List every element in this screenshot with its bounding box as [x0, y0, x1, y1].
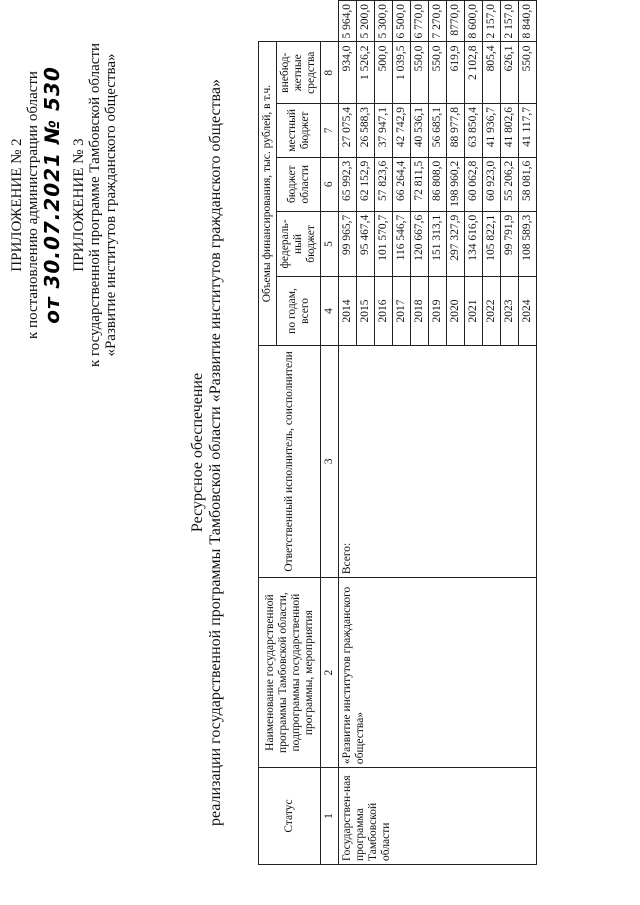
- federal-cell: 198 960,2: [447, 157, 465, 211]
- regional-cell: 37 947,1: [375, 103, 393, 157]
- col-number: 1: [321, 768, 339, 865]
- year-cell: 2017: [393, 277, 411, 345]
- header-regional: бюджет области: [277, 157, 321, 211]
- doc-title-line2: реализации государственной программы Тамбовской области «Развитие институтов гражданского общества»: [207, 79, 224, 827]
- year-cell: 2014: [339, 277, 357, 345]
- regional-cell: 56 685,1: [429, 103, 447, 157]
- year-cell: 2024: [519, 277, 537, 345]
- year-cell: 2021: [465, 277, 483, 345]
- header-name: Наименование государственной программы Тамбовской области, подпрограммы государственной программы, мероприятия: [259, 578, 321, 768]
- federal-cell: 55 206,2: [501, 157, 519, 211]
- col-number: 7: [321, 103, 339, 157]
- year-cell: 2022: [483, 277, 501, 345]
- header-volume: Объемы финансирования, тыс. рублей, в т.ч.: [259, 42, 277, 345]
- col-number: 4: [321, 277, 339, 345]
- extra-cell: 8 840,0: [519, 1, 537, 43]
- extra-cell: 7 270,0: [429, 1, 447, 43]
- appendix-3-heading: ПРИЛОЖЕНИЕ № 3: [71, 138, 87, 272]
- local-cell: 626,1: [501, 42, 519, 103]
- federal-cell: 65 992,3: [339, 157, 357, 211]
- local-cell: 550,0: [519, 42, 537, 103]
- regional-cell: 27 075,4: [339, 103, 357, 157]
- local-cell: 2 102,8: [465, 42, 483, 103]
- col-number: 3: [321, 345, 339, 577]
- regional-cell: 41 117,7: [519, 103, 537, 157]
- table-row: [339, 1, 357, 865]
- program-reference: к государственной программе Тамбовской области: [87, 42, 103, 368]
- status-cell: Государствен-ная программа Тамбовской области: [339, 768, 537, 865]
- local-cell: 550,0: [429, 42, 447, 103]
- extra-cell: 5 300,0: [375, 1, 393, 43]
- regional-cell: 88 977,8: [447, 103, 465, 157]
- extra-cell: 6 500,0: [393, 1, 411, 43]
- federal-cell: 57 823,6: [375, 157, 393, 211]
- federal-cell: 62 152,9: [357, 157, 375, 211]
- federal-cell: 66 264,4: [393, 157, 411, 211]
- local-cell: 1 039,5: [393, 42, 411, 103]
- local-cell: 550,0: [411, 42, 429, 103]
- col-number: 5: [321, 211, 339, 277]
- total-cell: 297 327,9: [447, 211, 465, 277]
- decree-reference: к постановлению администрации области: [25, 71, 41, 339]
- resource-table: [258, 0, 537, 865]
- year-cell: 2019: [429, 277, 447, 345]
- regional-cell: 40 536,1: [411, 103, 429, 157]
- extra-cell: 2 157,0: [483, 1, 501, 43]
- total-cell: 101 570,7: [375, 211, 393, 277]
- col-number: 8: [321, 42, 339, 103]
- extra-cell: 6 770,0: [411, 1, 429, 43]
- year-cell: 2015: [357, 277, 375, 345]
- responsible-cell: Всего:: [339, 345, 537, 577]
- regional-cell: 26 588,3: [357, 103, 375, 157]
- extra-cell: 5 964,0: [339, 1, 357, 43]
- regional-cell: 41 936,7: [483, 103, 501, 157]
- total-cell: 99 965,7: [339, 211, 357, 277]
- header-responsible: Ответственный исполнитель, соисполнители: [259, 345, 321, 577]
- header-status: Статус: [259, 768, 321, 865]
- col-number: 6: [321, 157, 339, 211]
- extra-cell: 5 200,0: [357, 1, 375, 43]
- column-number-row: [321, 1, 339, 865]
- total-cell: 134 616,0: [465, 211, 483, 277]
- federal-cell: 58 081,6: [519, 157, 537, 211]
- federal-cell: 60 062,8: [465, 157, 483, 211]
- federal-cell: 86 808,0: [429, 157, 447, 211]
- total-cell: 151 313,1: [429, 211, 447, 277]
- total-cell: 120 667,6: [411, 211, 429, 277]
- total-cell: 108 589,3: [519, 211, 537, 277]
- local-cell: 619,9: [447, 42, 465, 103]
- header-by-year: по годам, всего: [277, 277, 321, 345]
- year-cell: 2023: [501, 277, 519, 345]
- extra-cell: 2 157,0: [501, 1, 519, 43]
- program-name: «Развитие институтов гражданского общества»: [103, 53, 119, 357]
- federal-cell: 60 923,0: [483, 157, 501, 211]
- appendix-2-heading: ПРИЛОЖЕНИЕ № 2: [9, 138, 25, 272]
- handwritten-date-number: от 30.07.2021 № 530: [40, 66, 64, 324]
- local-cell: 1 526,2: [357, 42, 375, 103]
- header-extra: внебюд-жетные средства: [277, 42, 321, 103]
- local-cell: 805,4: [483, 42, 501, 103]
- regional-cell: 63 850,4: [465, 103, 483, 157]
- year-cell: 2016: [375, 277, 393, 345]
- extra-cell: 8770,0: [447, 1, 465, 43]
- total-cell: 116 546,7: [393, 211, 411, 277]
- local-cell: 500,0: [375, 42, 393, 103]
- year-cell: 2020: [447, 277, 465, 345]
- total-cell: 95 467,4: [357, 211, 375, 277]
- program-cell: «Развитие институтов гражданского общества»: [339, 578, 537, 768]
- header-local: местный бюджет: [277, 103, 321, 157]
- extra-cell: 8 600,0: [465, 1, 483, 43]
- regional-cell: 42 742,9: [393, 103, 411, 157]
- doc-title-line1: Ресурсное обеспечение: [189, 372, 206, 533]
- header-federal: федераль-ный бюджет: [277, 211, 321, 277]
- col-number: 2: [321, 578, 339, 768]
- federal-cell: 72 811,5: [411, 157, 429, 211]
- total-cell: 99 791,9: [501, 211, 519, 277]
- local-cell: 934,0: [339, 42, 357, 103]
- regional-cell: 41 802,6: [501, 103, 519, 157]
- total-cell: 105 822,1: [483, 211, 501, 277]
- year-cell: 2018: [411, 277, 429, 345]
